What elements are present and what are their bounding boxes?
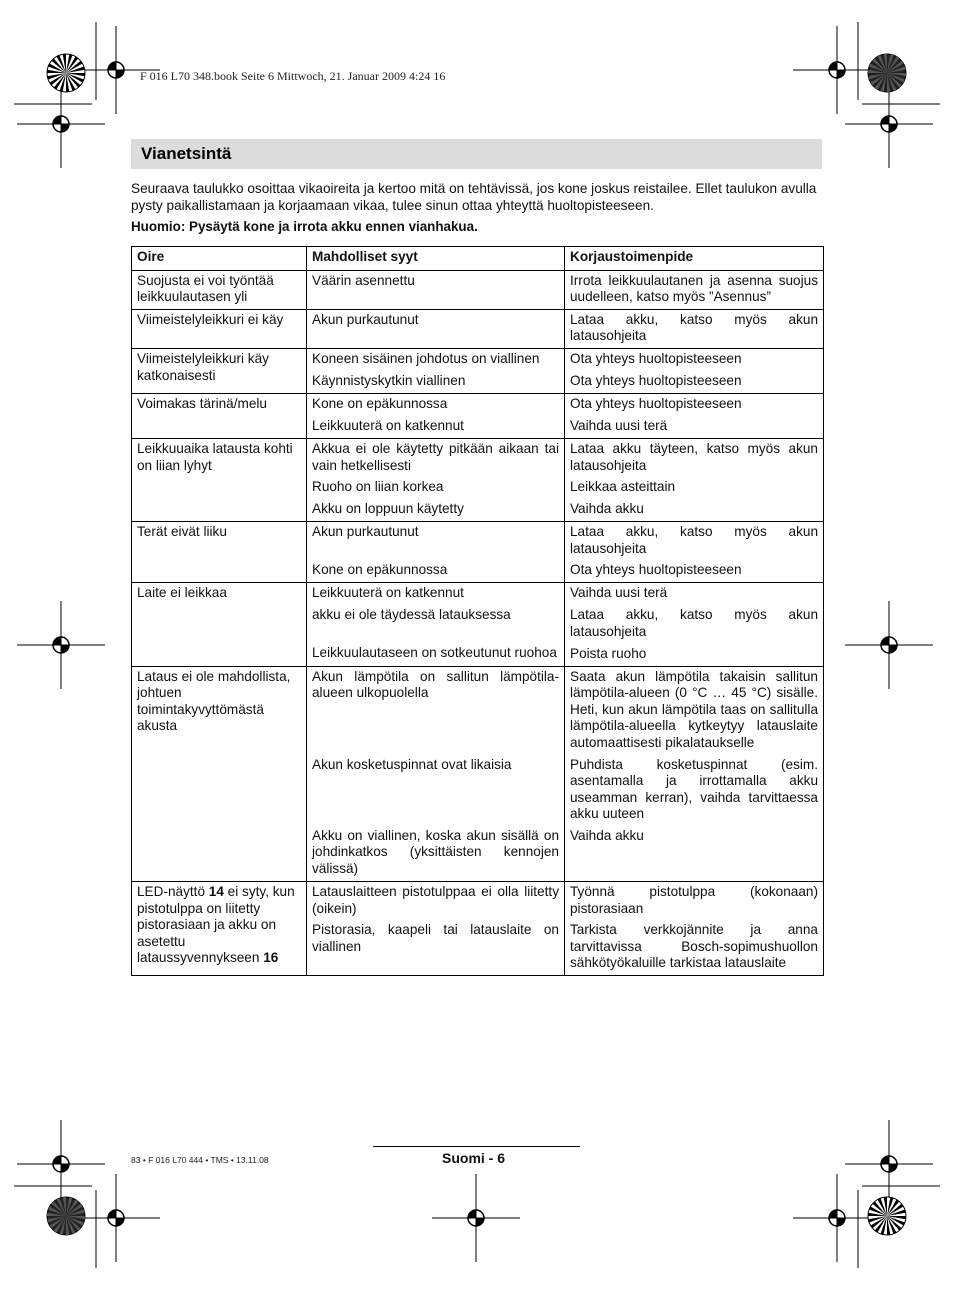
star-target-mark bbox=[868, 54, 906, 92]
troubleshooting-table bbox=[131, 246, 824, 976]
table-row bbox=[132, 438, 824, 521]
symptom-cell bbox=[132, 522, 307, 583]
remedy-text: Vaihda uusi terä bbox=[570, 417, 668, 433]
remedy-text: Vaihda uusi terä bbox=[570, 585, 668, 601]
section-bar bbox=[131, 139, 822, 169]
table-row bbox=[132, 522, 824, 583]
remedy-cell bbox=[565, 348, 824, 393]
symptom-text: Terät eivät liiku bbox=[137, 524, 227, 540]
column-header-remedy: Korjaustoimenpide bbox=[565, 247, 824, 271]
symptom-cell bbox=[132, 348, 307, 393]
column-header-symptom: Oire bbox=[132, 247, 307, 271]
registration-mark bbox=[845, 601, 933, 689]
table-row bbox=[132, 270, 824, 309]
remedy-text: Työnnä pistotulppa (kokonaan) pistorasiaan bbox=[570, 883, 818, 916]
table-row bbox=[132, 583, 824, 666]
cause-text: Koneen sisäinen johdotus on viallinen bbox=[312, 350, 540, 366]
intro-paragraph: Seuraava taulukko osoittaa vikaoireita ja kertoo mitä on tehtävissä, jos kone joskus reistailee. Ellet taulukon avulla pysty paikallistamaan ja korjaamaan vikaa, tulee sinun ottaa yhteyttä huoltopisteeseen. bbox=[131, 181, 817, 213]
section-title: Vianetsintä bbox=[141, 144, 232, 163]
remedy-text: Lataa akku, katso myös akun latausohjeita bbox=[570, 311, 818, 344]
cause-text: Ruoho on liian korkea bbox=[312, 479, 444, 495]
cause-text: Akku on viallinen, koska akun sisällä on johdinkatkos (yksittäisten kennojen välissä) bbox=[312, 827, 559, 876]
causes-cell bbox=[307, 393, 565, 438]
remedy-cell bbox=[565, 438, 824, 521]
table-row bbox=[132, 666, 824, 881]
symptom-cell bbox=[132, 270, 307, 309]
cause-text: Pistorasia, kaapeli tai latauslaite on viallinen bbox=[312, 922, 559, 954]
remedy-cell bbox=[565, 522, 824, 583]
remedy-text: Irrota leikkuulautanen ja asenna suojus uudelleen, katso myös ”Asennus” bbox=[570, 272, 818, 305]
remedy-cell bbox=[565, 393, 824, 438]
cause-text: akku ei ole täydessä latauksessa bbox=[312, 607, 511, 623]
print-header: F 016 L70 348.book Seite 6 Mittwoch, 21. Januar 2009 4:24 16 bbox=[140, 69, 446, 83]
remedy-cell bbox=[565, 309, 824, 348]
remedy-cell bbox=[565, 583, 824, 666]
cause-text: Akku on loppuun käytetty bbox=[312, 501, 464, 517]
remedy-text: Vaihda akku bbox=[570, 501, 644, 517]
causes-cell bbox=[307, 583, 565, 666]
causes-cell bbox=[307, 309, 565, 348]
notice: Huomio: Pysäytä kone ja irrota akku ennen vianhakua. bbox=[131, 219, 478, 234]
remedy-text: Ota yhteys huoltopisteeseen bbox=[570, 350, 742, 366]
symptom-text: LED-näyttö bbox=[137, 883, 209, 899]
symptom-cell bbox=[132, 881, 307, 975]
cause-text: Akkua ei ole käytetty pitkään aikaan tai vain hetkellisesti bbox=[312, 440, 559, 473]
remedy-text: Puhdista kosketuspinnat (esim. asentamalla ja irrottamalla akku useamman kerran), vaihda tarvittaessa akku uuteen bbox=[570, 756, 818, 822]
cause-text: Käynnistyskytkin viallinen bbox=[312, 372, 466, 388]
cause-text: Väärin asennettu bbox=[312, 272, 415, 288]
symptom-text: Leikkuuaika latausta kohti on liian lyhyt bbox=[137, 440, 293, 473]
star-target-mark bbox=[47, 1197, 85, 1235]
causes-cell bbox=[307, 438, 565, 521]
cause-text: Kone on epäkunnossa bbox=[312, 562, 448, 578]
causes-cell bbox=[307, 270, 565, 309]
registration-mark bbox=[432, 1174, 520, 1262]
causes-cell bbox=[307, 348, 565, 393]
reference-number: 16 bbox=[263, 950, 279, 966]
cause-text: Kone on epäkunnossa bbox=[312, 395, 448, 411]
registration-mark bbox=[17, 601, 105, 689]
remedy-text: Lataa akku, katso myös akun latausohjeita bbox=[570, 524, 818, 556]
remedy-text: Ota yhteys huoltopisteeseen bbox=[570, 562, 742, 578]
remedy-text: Tarkista verkkojännite ja anna tarvittavissa Bosch-sopimushuollon sähkötyökaluille tarkistaa latauslaite bbox=[570, 922, 818, 971]
remedy-cell bbox=[565, 666, 824, 881]
causes-cell bbox=[307, 522, 565, 583]
table-row bbox=[132, 881, 824, 975]
causes-cell bbox=[307, 666, 565, 881]
causes-cell bbox=[307, 881, 565, 975]
symptom-text: Laite ei leikkaa bbox=[137, 585, 227, 601]
remedy-text: Ota yhteys huoltopisteeseen bbox=[570, 372, 742, 388]
footer-code: 83 • F 016 L70 444 • TMS • 13.11.08 bbox=[131, 1155, 269, 1165]
column-header-causes: Mahdolliset syyt bbox=[307, 247, 565, 271]
table-row bbox=[132, 309, 824, 348]
cause-text: Leikkuuterä on katkennut bbox=[312, 417, 464, 433]
star-target-mark bbox=[868, 1197, 906, 1235]
remedy-cell bbox=[565, 881, 824, 975]
table-row bbox=[132, 393, 824, 438]
table-row bbox=[132, 348, 824, 393]
symptom-cell bbox=[132, 438, 307, 521]
cause-text: Latauslaitteen pistotulppaa ei olla liitetty (oikein) bbox=[312, 883, 559, 916]
remedy-text: Lataa akku täyteen, katso myös akun latausohjeita bbox=[570, 440, 818, 473]
symptom-text: Voimakas tärinä/melu bbox=[137, 395, 267, 411]
star-target-mark bbox=[47, 54, 85, 92]
remedy-text: Vaihda akku bbox=[570, 827, 644, 843]
symptom-text: Viimeistelyleikkuri käy katkonaisesti bbox=[137, 350, 269, 383]
symptom-cell bbox=[132, 666, 307, 881]
symptom-cell bbox=[132, 309, 307, 348]
symptom-cell bbox=[132, 393, 307, 438]
remedy-text: Poista ruoho bbox=[570, 645, 647, 661]
cause-text: Leikkuuterä on katkennut bbox=[312, 585, 464, 601]
remedy-text: Leikkaa asteittain bbox=[570, 479, 676, 495]
remedy-text: Saata akun lämpötila takaisin sallitun lämpötila-alueen (0 °C … 45 °C) sisälle. Heti, kun akun lämpötila taas on sallitulla lämpötila-alueella kytkeytyy latauslaite automaattisesti pikalataukselle bbox=[570, 668, 818, 750]
footer-rule bbox=[373, 1146, 580, 1147]
remedy-text: Ota yhteys huoltopisteeseen bbox=[570, 395, 742, 411]
registration-mark bbox=[17, 1120, 105, 1208]
registration-mark bbox=[17, 80, 105, 168]
reference-number: 14 bbox=[208, 883, 224, 899]
symptom-text: Viimeistelyleikkuri ei käy bbox=[137, 311, 284, 327]
table-header-row bbox=[132, 247, 824, 271]
remedy-cell bbox=[565, 270, 824, 309]
cause-text: Akun kosketuspinnat ovat likaisia bbox=[312, 756, 512, 772]
page-number: Suomi - 6 bbox=[442, 1150, 506, 1166]
symptom-text: ei syty, kun pistotulppa on liitetty pistorasiaan ja akku on asetettu lataussyvennykseen bbox=[137, 883, 295, 966]
cause-text: Akun purkautunut bbox=[312, 524, 419, 540]
remedy-text: Lataa akku, katso myös akun latausohjeita bbox=[570, 607, 818, 639]
symptom-text: Lataus ei ole mahdollista, johtuen toimintakyvyttömästä akusta bbox=[137, 668, 291, 734]
symptom-cell bbox=[132, 583, 307, 666]
cause-text: Leikkuulautaseen on sotkeutunut ruohoa bbox=[312, 645, 557, 661]
cause-text: Akun purkautunut bbox=[312, 311, 419, 327]
symptom-text: Suojusta ei voi työntää leikkuulautasen yli bbox=[137, 272, 274, 305]
cause-text: Akun lämpötila on sallitun lämpötila-alueen ulkopuolella bbox=[312, 668, 559, 701]
